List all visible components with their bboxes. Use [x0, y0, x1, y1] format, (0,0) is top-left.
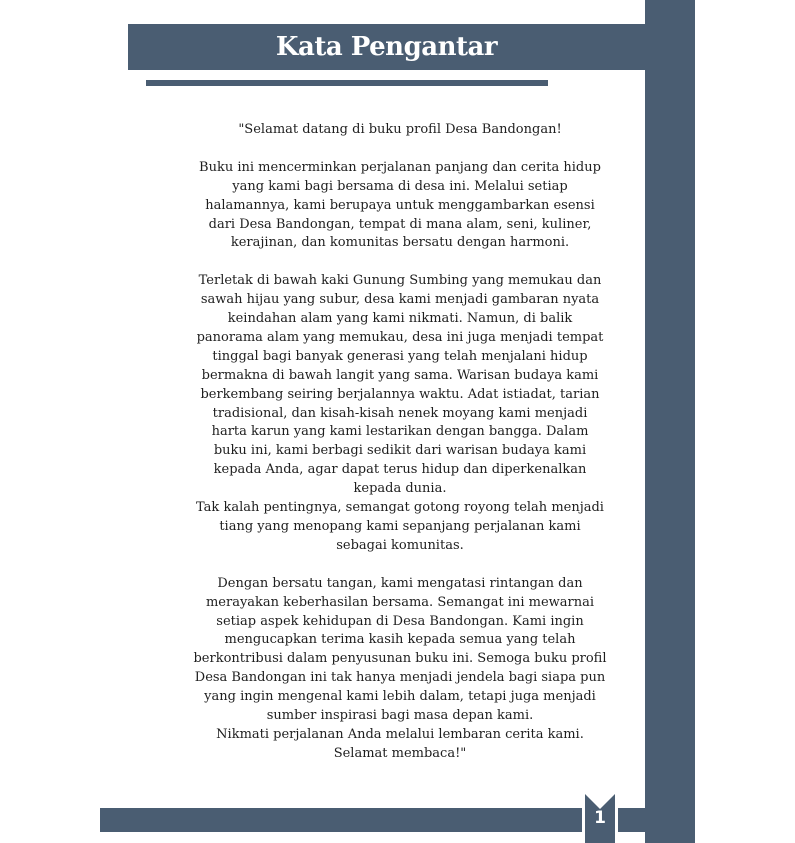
right-decorative-band	[645, 0, 695, 843]
title-banner	[128, 24, 645, 70]
greeting-paragraph: "Selamat datang di buku profil Desa Bandongan!	[238, 122, 562, 137]
page-number: 1	[594, 808, 606, 828]
foreword-body	[180, 121, 620, 764]
page-title: Kata Pengantar	[275, 32, 498, 62]
heritage-paragraph: Terletak di bawah kaki Gunung Sumbing yang memukau dan sawah hijau yang subur, desa kami menjadi gambaran nyata keindahan alam yang kami nikmati. Namun, di balik panorama alam yang memukau, desa ini juga menjadi tempat tinggal bagi banyak generasi yang telah menjalani hidup bermakna di bawah langit yang sama. Warisan budaya kami berkembang seiring berjalannya waktu. Adat istiadat, tarian tradisional, dan kisah-kisah nenek moyang kami menjadi harta karun yang kami lestarikan dengan bangga. Dalam buku ini, kami berbagi sedikit dari warisan budaya kami kepada Anda, agar dapat terus hidup dan diperkenalkan kepada dunia.	[196, 273, 604, 497]
closing-paragraph: Nikmati perjalanan Anda melalui lembaran cerita kami. Selamat membaca!"	[216, 726, 584, 761]
gratitude-paragraph: Dengan bersatu tangan, kami mengatasi rintangan dan merayakan keberhasilan bersama. Semangat ini mewarnai setiap aspek kehidupan di Desa Bandongan. Kami ingin mengucapkan terima kasih kepada semua yang telah berkontribusi dalam penyusunan buku ini. Semoga buku profil Desa Bandongan ini tak hanya menjadi jendela bagi siapa pun yang ingin mengenal kami lebih dalam, tetapi juga menjadi sumber inspirasi bagi masa depan kami.	[193, 575, 607, 724]
intro-paragraph: Buku ini mencerminkan perjalanan panjang dan cerita hidup yang kami bagi bersama di desa ini. Melalui setiap halamannya, kami berupaya untuk menggambarkan esensi dari Desa Bandongan, tempat di mana alam, seni, kuliner, kerajinan, dan komunitas bersatu dengan harmoni.	[199, 159, 601, 251]
bottom-band	[100, 808, 645, 832]
gotong-royong-paragraph: Tak kalah pentingnya, semangat gotong royong telah menjadi tiang yang menopang kami sepanjang perjalanan kami sebagai komunitas.	[196, 500, 604, 553]
title-underline	[146, 80, 548, 86]
